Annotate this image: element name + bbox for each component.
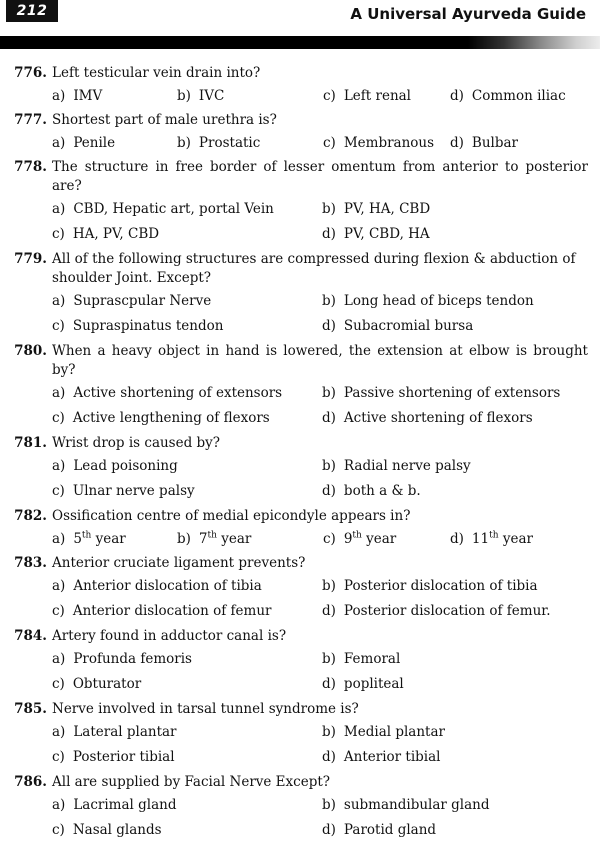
question-item	[0, 342, 600, 434]
question-line	[0, 158, 600, 196]
question-line-continued	[0, 269, 600, 288]
option-letter: b)	[322, 797, 336, 813]
option-text: Penile	[73, 135, 116, 151]
option-text: 11	[471, 531, 490, 547]
option-c	[52, 482, 195, 501]
question-line	[0, 434, 600, 453]
question-item	[0, 64, 600, 111]
option-letter: c)	[52, 483, 65, 499]
option-a	[52, 87, 102, 106]
question-line	[0, 342, 600, 380]
option-letter: d)	[450, 135, 464, 151]
option-letter: c)	[52, 676, 65, 692]
question-line	[0, 111, 600, 130]
header-rule	[0, 36, 600, 49]
options	[0, 650, 600, 700]
option-letter: c)	[52, 410, 65, 426]
option-b	[322, 650, 400, 669]
option-d	[450, 87, 566, 106]
option-b	[322, 723, 445, 742]
question-text: Artery found in adductor canal is?	[52, 628, 287, 644]
option-b	[322, 292, 534, 311]
question-number: 785.	[14, 701, 47, 717]
question-list	[0, 64, 600, 846]
option-letter: c)	[52, 749, 65, 765]
question-line	[0, 773, 600, 792]
option-letter: d)	[322, 749, 336, 765]
options	[0, 577, 600, 627]
option-a	[52, 530, 126, 549]
option-b	[322, 384, 560, 403]
option-text: 9	[343, 531, 353, 547]
option-text: Ulnar nerve palsy	[72, 483, 195, 499]
option-letter: b)	[322, 201, 336, 217]
option-letter: a)	[52, 293, 66, 309]
option-superscript: th	[207, 530, 217, 541]
question-item	[0, 111, 600, 158]
option-letter: d)	[322, 676, 336, 692]
option-letter: c)	[52, 226, 65, 242]
question-line	[0, 700, 600, 719]
option-a	[52, 650, 192, 669]
option-text: Supraspinatus tendon	[72, 318, 224, 334]
option-text: Active shortening of flexors	[343, 410, 533, 426]
option-d	[450, 134, 518, 153]
option-letter: c)	[52, 822, 65, 838]
option-text: Posterior dislocation of tibia	[343, 578, 538, 594]
option-a	[52, 292, 211, 311]
option-letter: b)	[322, 293, 336, 309]
option-letter: a)	[52, 797, 66, 813]
options	[0, 200, 600, 250]
option-letter: d)	[322, 226, 336, 242]
question-number: 781.	[14, 435, 47, 451]
options	[0, 796, 600, 846]
option-b	[322, 457, 471, 476]
question-item	[0, 627, 600, 700]
option-text: Radial nerve palsy	[343, 458, 471, 474]
option-letter: c)	[323, 88, 336, 104]
option-a	[52, 723, 177, 742]
option-text: both a & b.	[343, 483, 421, 499]
question-item	[0, 434, 600, 507]
question-item	[0, 507, 600, 554]
running-title: A Universal Ayurveda Guide	[350, 5, 586, 23]
option-c	[52, 675, 141, 694]
question-line	[0, 627, 600, 646]
option-b	[322, 796, 489, 815]
question-text: Nerve involved in tarsal tunnel syndrome is?	[52, 701, 359, 717]
option-text: popliteal	[343, 676, 404, 692]
option-a	[52, 577, 262, 596]
question-item	[0, 554, 600, 627]
option-letter: a)	[52, 458, 66, 474]
option-text: Bulbar	[471, 135, 518, 151]
option-d	[322, 821, 436, 840]
option-letter: c)	[323, 531, 336, 547]
option-a	[52, 457, 178, 476]
question-item	[0, 250, 600, 342]
options	[0, 530, 600, 554]
option-letter: d)	[450, 88, 464, 104]
option-text: Active lengthening of flexors	[72, 410, 270, 426]
option-text-suffix: year	[498, 531, 533, 547]
question-text: Anterior cruciate ligament prevents?	[52, 555, 306, 571]
option-text: Subacromial bursa	[343, 318, 474, 334]
question-text: The structure in free border of lesser omentum from anterior to posterior are?	[52, 159, 588, 194]
option-text: 5	[73, 531, 82, 547]
option-text: Lateral plantar	[73, 724, 177, 740]
question-text: When a heavy object in hand is lowered, the extension at elbow is brought by?	[52, 343, 588, 378]
option-text: Profunda femoris	[73, 651, 192, 667]
option-letter: b)	[177, 135, 191, 151]
option-letter: c)	[323, 135, 336, 151]
question-line	[0, 64, 600, 83]
option-text: Prostatic	[198, 135, 261, 151]
option-letter: d)	[322, 318, 336, 334]
option-text: Parotid gland	[343, 822, 437, 838]
option-c	[52, 317, 223, 336]
option-letter: a)	[52, 724, 66, 740]
option-a	[52, 134, 115, 153]
options	[0, 723, 600, 773]
option-text: Obturator	[72, 676, 142, 692]
option-text: IVC	[198, 88, 225, 104]
option-letter: a)	[52, 651, 66, 667]
option-text: Nasal glands	[72, 822, 162, 838]
option-d	[322, 675, 404, 694]
option-letter: d)	[322, 603, 336, 619]
option-letter: d)	[322, 410, 336, 426]
option-text: Anterior dislocation of femur	[72, 603, 272, 619]
option-d	[322, 602, 551, 621]
question-number: 778.	[14, 159, 47, 175]
option-c	[52, 748, 175, 767]
option-text: 7	[198, 531, 208, 547]
option-letter: b)	[322, 578, 336, 594]
option-c	[52, 602, 271, 621]
option-superscript: th	[81, 530, 92, 541]
option-text: PV, HA, CBD	[343, 201, 431, 217]
option-c	[52, 821, 162, 840]
options	[0, 457, 600, 507]
option-text-suffix: year	[91, 531, 126, 547]
options	[0, 384, 600, 434]
option-letter: a)	[52, 531, 66, 547]
option-b	[177, 530, 251, 549]
option-d	[322, 409, 533, 428]
option-text: Suprascpular Nerve	[73, 293, 212, 309]
question-number: 776.	[14, 65, 47, 81]
options	[0, 134, 600, 158]
option-b	[177, 87, 224, 106]
option-a	[52, 384, 282, 403]
option-b	[322, 577, 538, 596]
option-text: Posterior tibial	[72, 749, 175, 765]
option-letter: b)	[177, 531, 191, 547]
option-a	[52, 796, 176, 815]
question-text: All of the following structures are compressed during flexion & abduction of	[52, 251, 576, 267]
option-text: submandibular gland	[343, 797, 490, 813]
option-letter: b)	[322, 651, 336, 667]
option-text: Passive shortening of extensors	[343, 385, 561, 401]
option-c	[52, 409, 270, 428]
question-number: 784.	[14, 628, 47, 644]
option-letter: a)	[52, 201, 66, 217]
question-text: Shortest part of male urethra is?	[52, 112, 277, 128]
question-text: Ossification centre of medial epicondyle appears in?	[52, 508, 411, 524]
option-letter: d)	[322, 483, 336, 499]
option-text: PV, CBD, HA	[343, 226, 430, 242]
option-letter: a)	[52, 135, 66, 151]
option-text: Left renal	[343, 88, 411, 104]
option-text: Active shortening of extensors	[73, 385, 283, 401]
option-superscript: th	[352, 530, 362, 541]
option-letter: d)	[322, 822, 336, 838]
option-c	[323, 134, 434, 153]
option-text: Medial plantar	[343, 724, 445, 740]
option-letter: a)	[52, 88, 66, 104]
option-d	[450, 530, 533, 549]
option-letter: d)	[450, 531, 464, 547]
question-number: 786.	[14, 774, 47, 790]
option-a	[52, 200, 274, 219]
option-letter: c)	[52, 603, 65, 619]
option-letter: b)	[322, 724, 336, 740]
question-line	[0, 250, 600, 269]
option-letter: c)	[52, 318, 65, 334]
option-d	[322, 482, 421, 501]
option-letter: a)	[52, 578, 66, 594]
option-text-suffix: year	[216, 531, 252, 547]
option-c	[323, 530, 396, 549]
option-text: Anterior tibial	[343, 749, 441, 765]
page-header	[0, 0, 600, 52]
option-text: Membranous	[343, 135, 435, 151]
option-text: Anterior dislocation of tibia	[73, 578, 262, 594]
option-text: Long head of biceps tendon	[343, 293, 534, 309]
options	[0, 292, 600, 342]
option-text: Lacrimal gland	[73, 797, 177, 813]
question-item	[0, 158, 600, 250]
question-text-continued: shoulder Joint. Except?	[52, 270, 212, 286]
question-number: 782.	[14, 508, 47, 524]
option-text: HA, PV, CBD	[72, 226, 160, 242]
option-d	[322, 748, 441, 767]
option-b	[322, 200, 430, 219]
option-d	[322, 225, 430, 244]
question-number: 780.	[14, 343, 47, 359]
option-letter: b)	[322, 385, 336, 401]
question-item	[0, 700, 600, 773]
option-d	[322, 317, 473, 336]
question-number: 777.	[14, 112, 47, 128]
question-number: 783.	[14, 555, 47, 571]
question-text: Left testicular vein drain into?	[52, 65, 261, 81]
option-text: Femoral	[343, 651, 401, 667]
option-c	[52, 225, 159, 244]
option-text: IMV	[73, 88, 103, 104]
option-text: Common iliac	[471, 88, 566, 104]
option-superscript: th	[489, 530, 499, 541]
option-letter: b)	[177, 88, 191, 104]
question-item	[0, 773, 600, 846]
option-letter: a)	[52, 385, 66, 401]
option-letter: b)	[322, 458, 336, 474]
option-text: Lead poisoning	[73, 458, 178, 474]
question-text: Wrist drop is caused by?	[52, 435, 221, 451]
option-text-suffix: year	[361, 531, 397, 547]
question-line	[0, 554, 600, 573]
question-number: 779.	[14, 251, 47, 267]
question-line	[0, 507, 600, 526]
question-text: All are supplied by Facial Nerve Except?	[52, 774, 331, 790]
options	[0, 87, 600, 111]
option-text: CBD, Hepatic art, portal Vein	[73, 201, 274, 217]
option-text: Posterior dislocation of femur.	[343, 603, 551, 619]
page-number: 212	[6, 0, 58, 22]
option-c	[323, 87, 411, 106]
option-b	[177, 134, 260, 153]
